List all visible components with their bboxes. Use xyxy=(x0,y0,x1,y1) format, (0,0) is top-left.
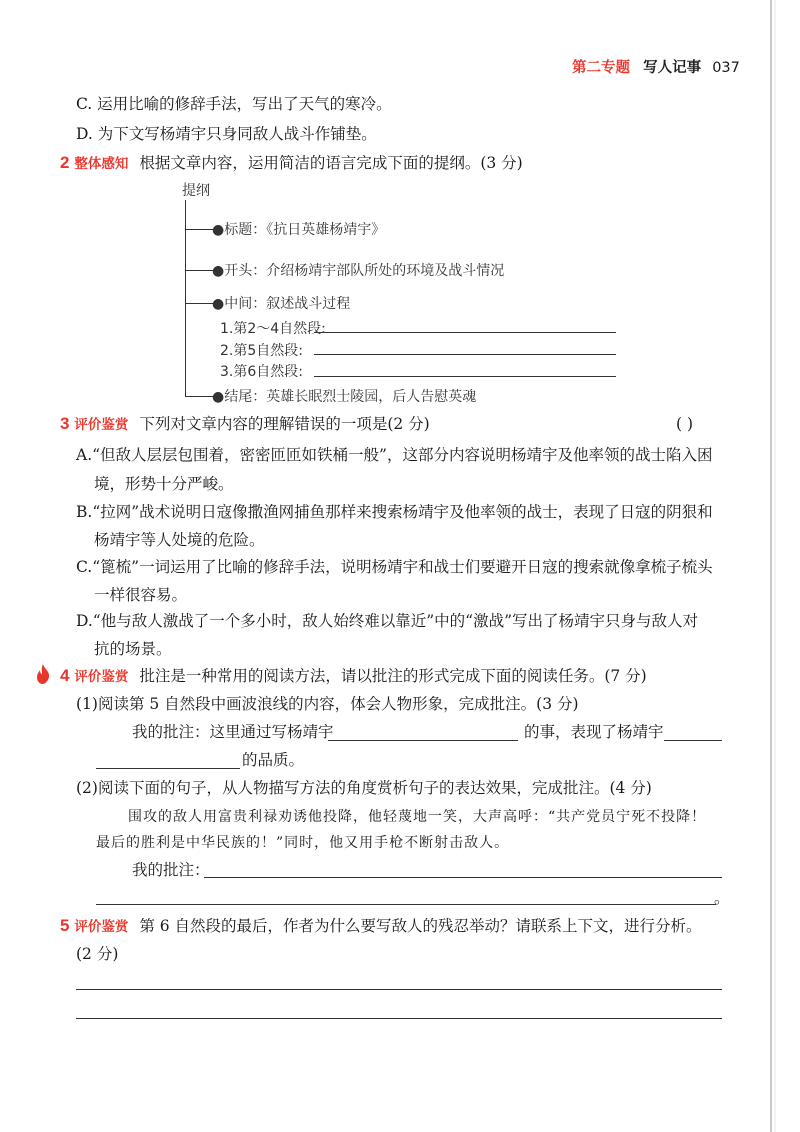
outline-blank-1[interactable] xyxy=(314,332,616,333)
q4-part1-blank-quality-a[interactable] xyxy=(664,740,722,741)
q4-part2: (2)阅读下面的句子，从人物描写方法的角度赏析句子的表达效果，完成批注。(4 分) xyxy=(76,779,652,797)
outline-title: ●标题：《抗日英雄杨靖宇》 xyxy=(212,222,386,238)
q3-option-c-line1: C.“篦梳”一词运用了比喻的修辞手法，说明杨靖宇和战士们要避开日寇的搜索就像拿梳子梳头 xyxy=(76,558,713,576)
q4-part2-label: 我的批注： xyxy=(132,861,210,879)
q4-part1-blank-event[interactable] xyxy=(328,740,518,741)
q4-quote-line2: 最后的胜利是中华民族的！”同时，他又用手枪不断射击敌人。 xyxy=(96,835,510,851)
outline-sub-3: 3.第6自然段: xyxy=(220,364,303,380)
outline-blank-2[interactable] xyxy=(314,354,616,355)
outline-branch-middle xyxy=(185,303,215,304)
q3-answer-paren[interactable]: ( ) xyxy=(676,415,694,433)
outline-opening: ●开头：介绍杨靖宇部队所处的环境及战斗情况 xyxy=(212,263,505,279)
outline-ending: ●结尾：英雄长眠烈士陵园，后人告慰英魂 xyxy=(212,389,477,405)
q4-tag: 评价鉴赏 xyxy=(74,669,129,685)
q3-option-a-line1: A.“但敌人层层包围着，密密匝匝如铁桶一般”，这部分内容说明杨靖宇及他率领的战士陷入困 xyxy=(76,446,713,464)
q3-option-d-line2: 抗的场景。 xyxy=(94,640,172,658)
header-page-number: 037 xyxy=(712,60,740,76)
q2-tag: 整体感知 xyxy=(74,156,129,172)
q5-score: (2 分) xyxy=(76,945,119,963)
q4-part1-annotation-b: 的事，表现了杨靖宇 xyxy=(524,723,664,741)
outline-root: 提纲 xyxy=(182,183,210,199)
q3-number: 3 xyxy=(60,414,70,433)
q4-part1-blank-quality-b[interactable] xyxy=(96,768,240,769)
q5-tag: 评价鉴赏 xyxy=(74,919,129,935)
q4-part2-blank-1[interactable] xyxy=(204,877,722,878)
outline-branch-ending xyxy=(185,396,215,397)
outline-sub-1: 1.第2～4自然段: xyxy=(220,321,326,337)
outline-sub-2: 2.第5自然段: xyxy=(220,343,303,359)
q3-option-d-line1: D.“他与敌人激战了一个多小时，敌人始终难以靠近”中的“激战”写出了杨靖宇只身与敌人对 xyxy=(76,612,699,630)
q4-number: 4 xyxy=(60,666,70,685)
q4-stem: 批注是一种常用的阅读方法，请以批注的形式完成下面的阅读任务。(7 分) xyxy=(139,667,647,685)
q3-option-b-line2: 杨靖宇等人处境的危险。 xyxy=(94,531,265,549)
q2-header xyxy=(60,153,523,174)
q3-stem: 下列对文章内容的理解错误的一项是(2 分) xyxy=(139,415,430,433)
q5-answer-line-2[interactable] xyxy=(76,1018,722,1019)
q3-tag: 评价鉴赏 xyxy=(74,417,129,433)
flame-icon xyxy=(35,664,51,684)
q5-header xyxy=(60,916,702,937)
header-section: 第二专题 xyxy=(572,60,630,76)
q4-quote-line1: 围攻的敌人用富贵利禄劝诱他投降，他轻蔑地一笑，大声高呼：“共产党员宁死不投降！ xyxy=(128,809,707,825)
q4-part2-blank-2[interactable] xyxy=(96,904,716,905)
q4-part2-end: 。 xyxy=(714,889,730,907)
q5-answer-line-1[interactable] xyxy=(76,989,722,990)
header-topic: 写人记事 xyxy=(643,60,702,76)
q2-number: 2 xyxy=(60,153,70,172)
outline-branch-opening xyxy=(185,270,215,271)
outline-middle: ●中间：叙述战斗过程 xyxy=(212,296,351,312)
q5-number: 5 xyxy=(60,916,70,935)
q4-part1: (1)阅读第 5 自然段中画波浪线的内容，体会人物形象，完成批注。(3 分) xyxy=(76,695,579,713)
q1-option-c: C. 运用比喻的修辞手法，写出了天气的寒冷。 xyxy=(76,95,392,113)
q4-header xyxy=(60,666,647,687)
q3-header xyxy=(60,414,430,435)
outline-blank-3[interactable] xyxy=(314,376,616,377)
q3-option-c-line2: 一样很容易。 xyxy=(94,586,188,604)
q4-part1-annotation-a: 我的批注：这里通过写杨靖宇 xyxy=(132,723,334,741)
outline-branch-title xyxy=(185,229,215,230)
q3-option-a-line2: 境，形势十分严峻。 xyxy=(94,475,234,493)
q1-option-d: D. 为下文写杨靖宇只身同敌人战斗作铺垫。 xyxy=(76,125,377,143)
q3-option-b-line1: B.“拉网”战术说明日寇像撒渔网捕鱼那样来搜索杨靖宇及他率领的战士，表现了日寇的阴狠和 xyxy=(76,503,713,521)
page-header xyxy=(572,56,740,78)
q2-stem: 根据文章内容，运用简洁的语言完成下面的提纲。(3 分) xyxy=(139,154,523,172)
q4-part1-annotation-c: 的品质。 xyxy=(242,751,305,769)
q5-stem: 第 6 自然段的最后，作者为什么要写敌人的残忍举动？请联系上下文，进行分析。 xyxy=(139,917,702,935)
